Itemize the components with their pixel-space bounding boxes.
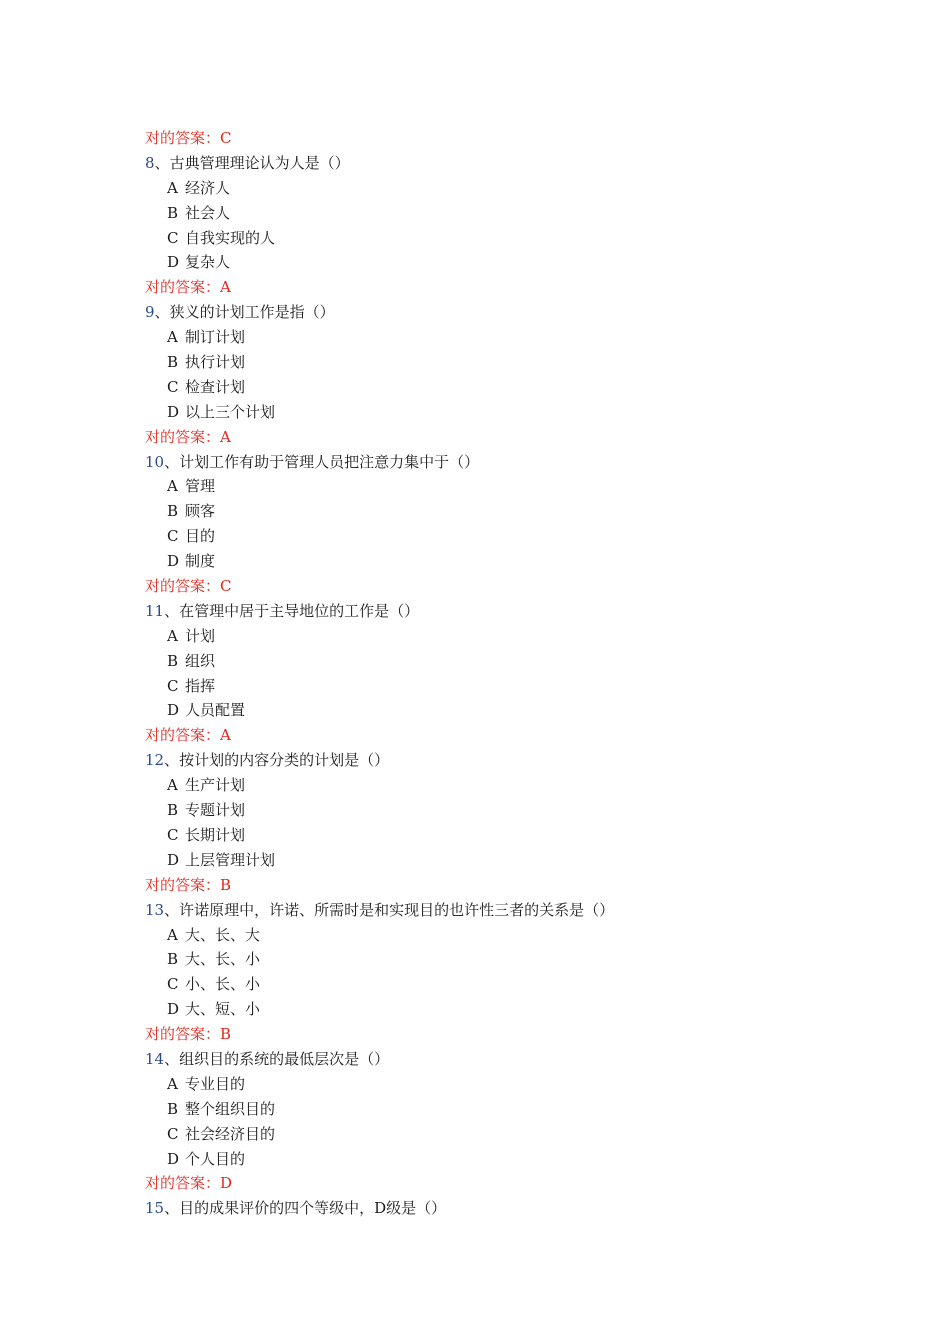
- option-line: [0, 474, 950, 499]
- answer-line: [0, 425, 950, 450]
- answer-label: 对的答案：: [145, 1025, 221, 1044]
- option-line: [0, 176, 950, 201]
- option-line: [0, 674, 950, 699]
- question-text: 计划工作有助于管理人员把注意力集中于（）: [179, 452, 480, 471]
- option-letter: C: [167, 527, 179, 546]
- option-text: 人员配置: [185, 701, 246, 720]
- question-line: [0, 1196, 950, 1221]
- option-text: 自我实现的人: [185, 228, 276, 247]
- option-letter: A: [167, 626, 178, 645]
- answer-line: [0, 873, 950, 898]
- option-letter: A: [167, 925, 178, 944]
- option-text: 管理: [185, 477, 216, 496]
- question-line: [0, 898, 950, 923]
- answer-line: [0, 1171, 950, 1196]
- answer-line: [0, 574, 950, 599]
- question-text: 在管理中居于主导地位的工作是（）: [179, 601, 420, 620]
- option-text: 整个组织目的: [185, 1099, 276, 1118]
- answer-value: A: [220, 726, 231, 745]
- option-line: [0, 773, 950, 798]
- option-text: 复杂人: [185, 253, 231, 272]
- question-separator: 、: [164, 601, 180, 620]
- question-number: 9: [145, 303, 155, 322]
- option-line: [0, 325, 950, 350]
- quiz-document: [0, 126, 950, 1221]
- option-line: [0, 350, 950, 375]
- answer-line: [0, 1022, 950, 1047]
- option-letter: D: [167, 253, 180, 272]
- option-line: [0, 1097, 950, 1122]
- answer-label: 对的答案：: [145, 278, 221, 297]
- option-text: 个人目的: [185, 1149, 246, 1168]
- option-line: [0, 250, 950, 275]
- option-text: 大、长、大: [185, 925, 261, 944]
- option-text: 制度: [185, 552, 216, 571]
- option-letter: B: [167, 1099, 179, 1118]
- question-text: 狭义的计划工作是指（）: [169, 303, 335, 322]
- question-line: [0, 151, 950, 176]
- option-letter: A: [167, 1074, 178, 1093]
- option-line: [0, 524, 950, 549]
- question-separator: 、: [164, 751, 180, 770]
- option-letter: D: [167, 1000, 180, 1019]
- answer-value: B: [220, 875, 232, 894]
- option-line: [0, 947, 950, 972]
- option-letter: D: [167, 402, 180, 421]
- option-text: 制订计划: [185, 328, 246, 347]
- answer-value: B: [220, 1025, 232, 1044]
- option-line: [0, 848, 950, 873]
- option-letter: A: [167, 178, 178, 197]
- option-letter: B: [167, 203, 179, 222]
- option-letter: C: [167, 975, 179, 994]
- answer-line: [0, 275, 950, 300]
- option-letter: D: [167, 850, 180, 869]
- option-text: 执行计划: [185, 353, 246, 372]
- question-text: 许诺原理中，许诺、所需时是和实现目的也许性三者的关系是（）: [179, 900, 615, 919]
- option-line: [0, 226, 950, 251]
- question-number: 14: [145, 1049, 165, 1068]
- option-line: [0, 798, 950, 823]
- option-letter: A: [167, 776, 178, 795]
- option-letter: C: [167, 228, 179, 247]
- option-line: [0, 972, 950, 997]
- question-line: [0, 300, 950, 325]
- answer-label: 对的答案：: [145, 427, 221, 446]
- answer-line: [0, 723, 950, 748]
- option-line: [0, 1122, 950, 1147]
- question-separator: 、: [164, 1049, 180, 1068]
- option-letter: C: [167, 1124, 179, 1143]
- answer-value: A: [220, 278, 231, 297]
- option-text: 以上三个计划: [185, 402, 276, 421]
- option-letter: B: [167, 502, 179, 521]
- question-separator: 、: [164, 452, 180, 471]
- answer-value: A: [220, 427, 231, 446]
- option-text: 社会人: [185, 203, 231, 222]
- answer-label: 对的答案：: [145, 875, 221, 894]
- option-line: [0, 823, 950, 848]
- option-line: [0, 698, 950, 723]
- question-text: 目的成果评价的四个等级中，D级是（）: [179, 1199, 447, 1218]
- option-text: 顾客: [185, 502, 216, 521]
- option-text: 大、长、小: [185, 950, 261, 969]
- option-text: 小、长、小: [185, 975, 261, 994]
- option-text: 专业目的: [185, 1074, 246, 1093]
- option-text: 计划: [185, 626, 216, 645]
- question-text: 古典管理理论认为人是（）: [169, 153, 350, 172]
- option-line: [0, 1147, 950, 1172]
- option-letter: C: [167, 676, 179, 695]
- question-separator: 、: [164, 1199, 180, 1218]
- option-text: 长期计划: [185, 825, 246, 844]
- question-line: [0, 450, 950, 475]
- option-letter: D: [167, 1149, 180, 1168]
- option-text: 组织: [185, 651, 216, 670]
- answer-value: C: [220, 129, 232, 147]
- option-text: 大、短、小: [185, 1000, 261, 1019]
- option-text: 指挥: [185, 676, 216, 695]
- question-text: 组织目的系统的最低层次是（）: [179, 1049, 390, 1068]
- question-number: 8: [145, 153, 155, 172]
- answer-label: 对的答案：: [145, 1174, 221, 1193]
- option-text: 生产计划: [185, 776, 246, 795]
- option-letter: B: [167, 950, 179, 969]
- option-text: 专题计划: [185, 801, 246, 820]
- option-letter: D: [167, 701, 180, 720]
- option-letter: B: [167, 801, 179, 820]
- question-separator: 、: [154, 303, 170, 322]
- question-number: 12: [145, 751, 165, 770]
- answer-line: [0, 126, 950, 151]
- option-line: [0, 499, 950, 524]
- question-number: 10: [145, 452, 165, 471]
- option-line: [0, 201, 950, 226]
- answer-value: D: [220, 1174, 233, 1193]
- option-text: 社会经济目的: [185, 1124, 276, 1143]
- question-line: [0, 599, 950, 624]
- option-letter: A: [167, 328, 178, 347]
- option-letter: D: [167, 552, 180, 571]
- option-line: [0, 1072, 950, 1097]
- option-letter: C: [167, 377, 179, 396]
- option-line: [0, 997, 950, 1022]
- option-line: [0, 375, 950, 400]
- option-line: [0, 923, 950, 948]
- option-letter: A: [167, 477, 178, 496]
- question-text: 按计划的内容分类的计划是（）: [179, 751, 390, 770]
- question-number: 13: [145, 900, 165, 919]
- option-text: 检查计划: [185, 377, 246, 396]
- option-line: [0, 649, 950, 674]
- option-line: [0, 549, 950, 574]
- option-text: 上层管理计划: [185, 850, 276, 869]
- question-line: [0, 1047, 950, 1072]
- question-number: 15: [145, 1199, 165, 1218]
- option-letter: B: [167, 651, 179, 670]
- option-line: [0, 624, 950, 649]
- option-letter: C: [167, 825, 179, 844]
- answer-value: C: [220, 577, 232, 596]
- option-text: 经济人: [185, 178, 231, 197]
- question-number: 11: [145, 601, 165, 620]
- question-separator: 、: [164, 900, 180, 919]
- question-line: [0, 748, 950, 773]
- answer-label: 对的答案：: [145, 129, 221, 147]
- answer-label: 对的答案：: [145, 726, 221, 745]
- question-separator: 、: [154, 153, 170, 172]
- option-line: [0, 400, 950, 425]
- option-letter: B: [167, 353, 179, 372]
- answer-label: 对的答案：: [145, 577, 221, 596]
- option-text: 目的: [185, 527, 216, 546]
